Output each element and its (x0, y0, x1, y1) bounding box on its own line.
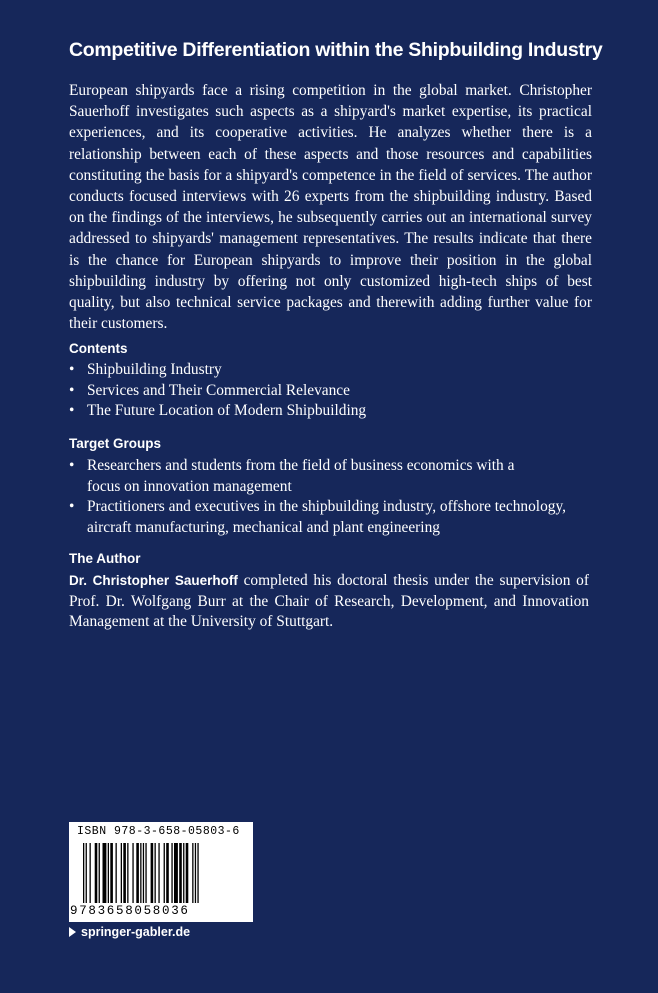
list-item (69, 381, 609, 402)
barcode-bar (145, 843, 146, 903)
ean-digits: 9783658058036 (70, 904, 190, 918)
barcode-bar (166, 843, 169, 903)
barcode-bar (103, 843, 107, 903)
author-bio (69, 571, 589, 633)
barcode-bar (132, 843, 133, 903)
barcode-bar (116, 843, 117, 903)
barcode-bar (83, 843, 84, 903)
contents-item-label: Services and Their Commercial Relevance (87, 381, 350, 399)
barcode-bar (164, 843, 165, 903)
barcode-bar (195, 843, 196, 903)
isbn-barcode (69, 822, 253, 922)
barcode-bar (158, 843, 159, 903)
target-group-label: Practitioners and executives in the shipbuilding industry, offshore technology, aircraft manufacturing, mechanical and plant engineering (87, 498, 567, 536)
bullet-icon: • (69, 361, 75, 378)
barcode-bar (186, 843, 189, 903)
website-link[interactable] (69, 925, 190, 939)
target-group-label: Researchers and students from the field of business economics with a focus on innovation management (87, 457, 515, 495)
barcode-bar (127, 843, 128, 903)
barcode-bar (192, 843, 193, 903)
contents-heading: Contents (69, 341, 128, 356)
barcode-icon (83, 843, 239, 903)
author-heading: The Author (69, 551, 141, 566)
contents-item-label: Shipbuilding Industry (87, 361, 222, 378)
barcode-bar (140, 843, 141, 903)
contents-item-label: The Future Location of Modern Shipbuilding (87, 402, 367, 419)
list-item (69, 401, 609, 422)
target-groups-list (69, 456, 609, 538)
barcode-bar (110, 843, 113, 903)
barcode-bar (95, 843, 98, 903)
arrow-right-icon (69, 927, 76, 937)
barcode-bar (197, 843, 198, 903)
bullet-icon: • (69, 498, 75, 515)
barcode-bar (90, 843, 91, 903)
barcode-bar (108, 843, 109, 903)
author-name: Dr. Christopher Sauerhoff (69, 573, 238, 588)
barcode-bar (174, 843, 178, 903)
list-item (69, 497, 567, 538)
bullet-icon: • (69, 402, 75, 419)
contents-list (69, 360, 609, 422)
barcode-bar (183, 843, 184, 903)
barcode-bar (123, 843, 126, 903)
barcode-bar (136, 843, 139, 903)
barcode-bar (121, 843, 122, 903)
list-item (69, 456, 517, 497)
barcode-bar (179, 843, 182, 903)
barcode-bar (171, 843, 172, 903)
barcode-bar (151, 843, 154, 903)
book-description: European shipyards face a rising competition in the global market. Christopher Sauerhoff investigates such aspects as a shipyard's market expertise, its practical experiences, and its cooperative activities. He analyzes whether there is a relationship between each of these aspects and those resources and capabilities constituting the basis for a shipyard's competence in the field of services. The author conducts focused interviews with 26 experts from the shipbuilding industry. Based on the findings of the interviews, he subsequently carries out an international survey addressed to shipyards' management representatives. The results indicate that there is the chance for European shipyards to improve their position in the global shipbuilding industry by offering not only customized high-tech ships of best quality, but also technical service packages and therewith adding further value for their customers. (69, 82, 592, 333)
isbn-label: ISBN 978-3-658-05803-6 (77, 825, 240, 838)
barcode-bar (86, 843, 87, 903)
bullet-icon: • (69, 457, 75, 474)
target-groups-heading: Target Groups (69, 436, 162, 451)
barcode-bar (99, 843, 100, 903)
author-bio-text: completed his doctoral thesis under the supervision of Prof. Dr. Wolfgang Burr at the Chair of Research, Development, and Innovation Management at the University of Stuttgart. (69, 572, 589, 630)
website-label: springer-gabler.de (81, 925, 191, 939)
barcode-bar (155, 843, 156, 903)
barcode-bar (143, 843, 144, 903)
book-title: Competitive Differentiation within the Shipbuilding Industry (69, 39, 603, 61)
list-item (69, 360, 609, 381)
bullet-icon: • (69, 381, 75, 399)
